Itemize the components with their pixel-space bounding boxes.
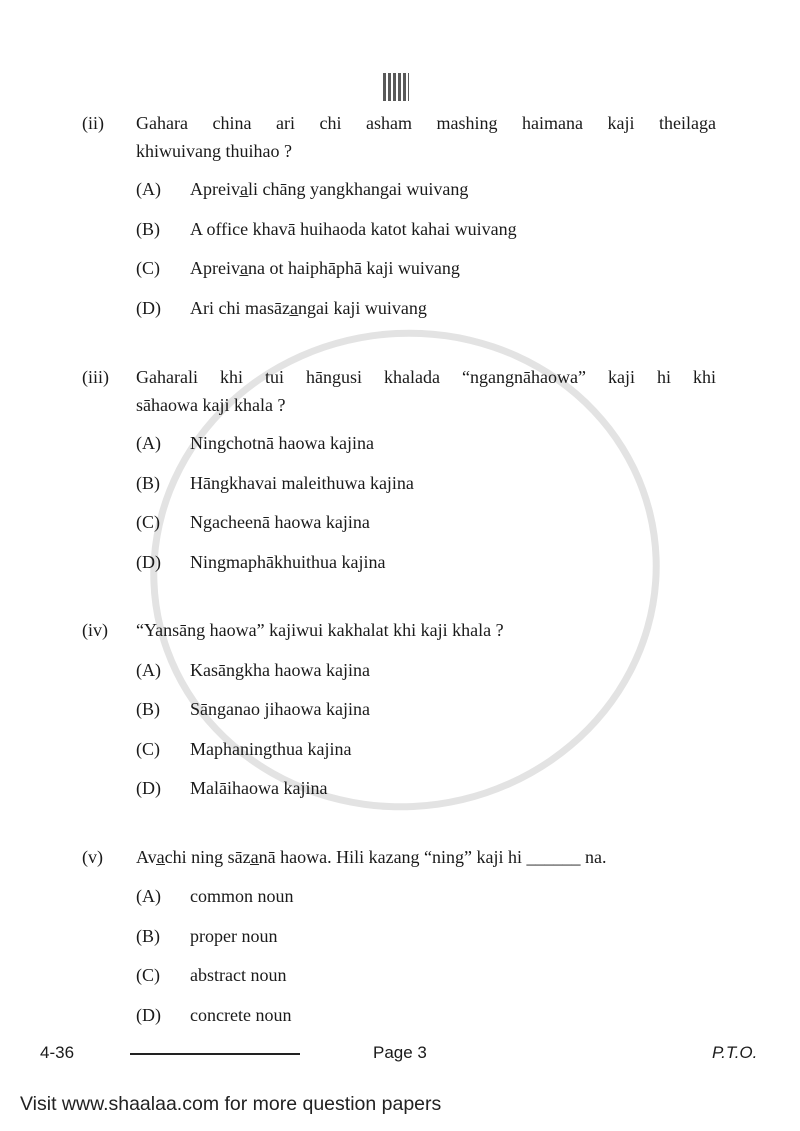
option-text: common noun [190,886,294,906]
option-label: (C) [136,965,160,985]
option-text: Apreiva̲na ot haiphāphā kaji wuivang [190,258,460,278]
question-text: khiwuivang thuihao ? [136,141,292,161]
option-label: (B) [136,473,160,493]
paper-code: 4-36 [40,1043,75,1062]
option-label: (A) [136,179,161,199]
option-label: (C) [136,512,160,532]
option-label: (D) [136,552,161,572]
question-number: (v) [82,847,103,867]
option-label: (B) [136,926,160,946]
option-text: Apreiva̲li chāng yangkhangai wuivang [190,179,469,199]
option-text: concrete noun [190,1005,292,1025]
option-text: Ningmaphākhuithua kajina [190,552,386,572]
option-label: (A) [136,886,161,906]
footer-divider [130,1053,300,1055]
question-number: (iv) [82,620,108,640]
qr-code-icon [383,73,409,101]
option-label: (B) [136,219,160,239]
option-text: Ari chi masāza̲ngai kaji wuivang [190,298,427,318]
question-text: Gaharali khi tui hāngusi khalada “ngangnāhaowa” kaji hi khi [136,367,716,387]
page-number: Page 3 [373,1043,427,1062]
option-label: (D) [136,298,161,318]
option-label: (C) [136,258,160,278]
question-text: “Yansāng haowa” kajiwui kakhalat khi kaji khala ? [136,620,504,640]
option-text: Malāihaowa kajina [190,778,328,798]
question-number: (ii) [82,113,104,133]
shaalaa-banner-link[interactable]: Visit www.shaalaa.com for more question papers [20,1093,442,1115]
option-text: proper noun [190,926,278,946]
question-text: Ava̲chi ning sāza̲nā haowa. Hili kazang “ning” kaji hi ______ na. [136,847,607,867]
question-text: sāhaowa kaji khala ? [136,395,286,415]
question-text: Gahara china ari chi asham mashing haimana kaji theilaga [136,113,716,133]
option-text: Maphaningthua kajina [190,739,352,759]
option-text: Kasāngkha haowa kajina [190,660,370,680]
option-label: (C) [136,739,160,759]
option-label: (D) [136,1005,161,1025]
option-label: (D) [136,778,161,798]
pto-label: P.T.O. [712,1043,758,1062]
option-text: abstract noun [190,965,287,985]
option-label: (A) [136,433,161,453]
option-text: Ningchotnā haowa kajina [190,433,374,453]
option-text: Sānganao jihaowa kajina [190,699,370,719]
option-label: (A) [136,660,161,680]
option-text: Hāngkhavai maleithuwa kajina [190,473,414,493]
option-text: Ngacheenā haowa kajina [190,512,370,532]
option-label: (B) [136,699,160,719]
question-number: (iii) [82,367,109,387]
option-text: A office khavā huihaoda katot kahai wuivang [190,219,517,239]
